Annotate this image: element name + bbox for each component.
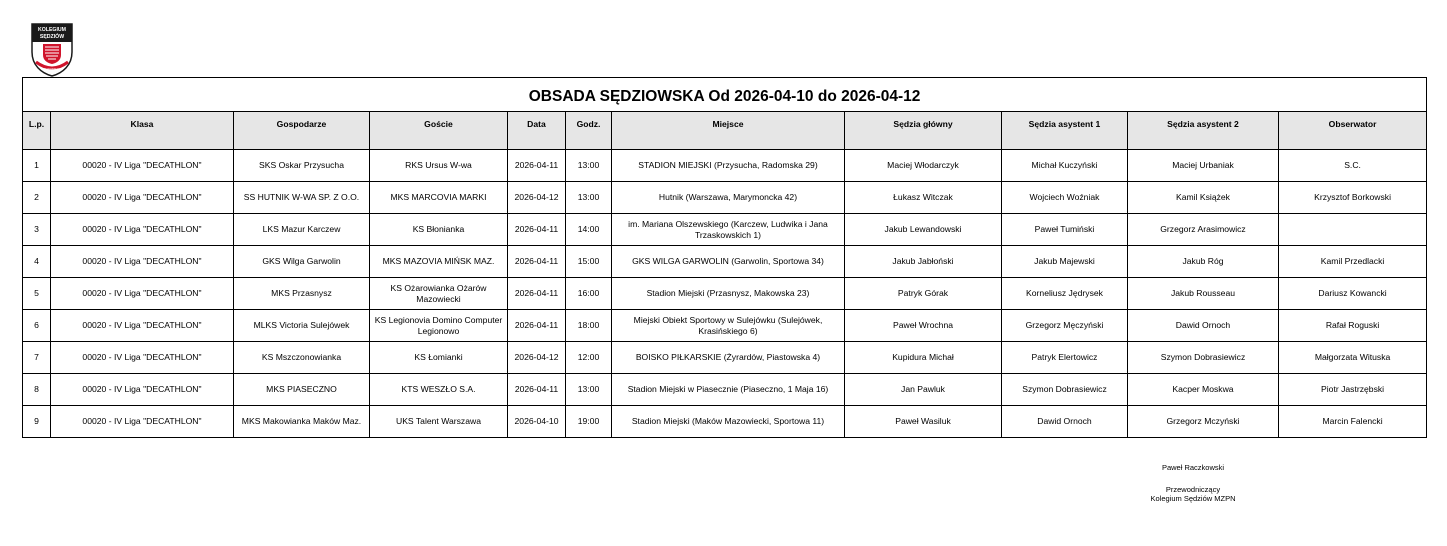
- table-row: [23, 214, 1427, 246]
- cell-obserwator: Kamil Przedlacki: [1279, 246, 1427, 278]
- cell-gospodarze: KS Mszczonowianka: [234, 342, 370, 374]
- col-header-sedzia-asystent-2: Sędzia asystent 2: [1128, 112, 1279, 150]
- table-row: [23, 406, 1427, 438]
- cell-miejsce: Hutnik (Warszawa, Marymoncka 42): [612, 182, 845, 214]
- col-header-sedzia-glowny: Sędzia główny: [845, 112, 1002, 150]
- cell-sedzia-asystent-2: Jakub Róg: [1128, 246, 1279, 278]
- cell-sedzia-asystent-2: Jakub Rousseau: [1128, 278, 1279, 310]
- cell-sedzia-glowny: Jakub Lewandowski: [845, 214, 1002, 246]
- cell-sedzia-asystent-1: Michał Kuczyński: [1002, 150, 1128, 182]
- table-row: [23, 310, 1427, 342]
- cell-godz: 14:00: [566, 214, 612, 246]
- cell-sedzia-asystent-2: Grzegorz Mczyński: [1128, 406, 1279, 438]
- document-title: OBSADA SĘDZIOWSKA Od 2026-04-10 do 2026-04-12: [23, 78, 1427, 112]
- cell-sedzia-asystent-1: Jakub Majewski: [1002, 246, 1128, 278]
- cell-obserwator: Rafał Roguski: [1279, 310, 1427, 342]
- cell-gospodarze: SS HUTNIK W-WA SP. Z O.O.: [234, 182, 370, 214]
- cell-miejsce: STADION MIEJSKI (Przysucha, Radomska 29): [612, 150, 845, 182]
- cell-klasa: 00020 - IV Liga "DECATHLON": [51, 342, 234, 374]
- table-row: [23, 182, 1427, 214]
- cell-klasa: 00020 - IV Liga "DECATHLON": [51, 310, 234, 342]
- col-header-goscie: Goście: [370, 112, 508, 150]
- cell-klasa: 00020 - IV Liga "DECATHLON": [51, 406, 234, 438]
- cell-goscie: KS Legionovia Domino Computer Legionowo: [370, 310, 508, 342]
- cell-lp: 3: [23, 214, 51, 246]
- cell-godz: 19:00: [566, 406, 612, 438]
- cell-sedzia-asystent-1: Szymon Dobrasiewicz: [1002, 374, 1128, 406]
- table-row: [23, 342, 1427, 374]
- col-header-godz: Godz.: [566, 112, 612, 150]
- cell-sedzia-glowny: Kupidura Michał: [845, 342, 1002, 374]
- cell-godz: 16:00: [566, 278, 612, 310]
- cell-klasa: 00020 - IV Liga "DECATHLON": [51, 182, 234, 214]
- cell-lp: 1: [23, 150, 51, 182]
- cell-sedzia-glowny: Paweł Wasiluk: [845, 406, 1002, 438]
- cell-goscie: MKS MAZOVIA MIŃSK MAZ.: [370, 246, 508, 278]
- col-header-klasa: Klasa: [51, 112, 234, 150]
- cell-goscie: UKS Talent Warszawa: [370, 406, 508, 438]
- kolegium-logo: [30, 22, 74, 78]
- cell-goscie: KTS WESZŁO S.A.: [370, 374, 508, 406]
- cell-goscie: RKS Ursus W-wa: [370, 150, 508, 182]
- cell-klasa: 00020 - IV Liga "DECATHLON": [51, 278, 234, 310]
- col-header-lp: L.p.: [23, 112, 51, 150]
- cell-sedzia-asystent-1: Wojciech Woźniak: [1002, 182, 1128, 214]
- cell-gospodarze: LKS Mazur Karczew: [234, 214, 370, 246]
- cell-godz: 18:00: [566, 310, 612, 342]
- cell-gospodarze: MKS PIASECZNO: [234, 374, 370, 406]
- cell-lp: 2: [23, 182, 51, 214]
- cell-godz: 15:00: [566, 246, 612, 278]
- cell-sedzia-glowny: Jan Pawluk: [845, 374, 1002, 406]
- cell-miejsce: im. Mariana Olszewskiego (Karczew, Ludwika i Jana Trzaskowskich 1): [612, 214, 845, 246]
- cell-klasa: 00020 - IV Liga "DECATHLON": [51, 374, 234, 406]
- cell-sedzia-asystent-2: Kamil Książek: [1128, 182, 1279, 214]
- cell-godz: 13:00: [566, 150, 612, 182]
- cell-data: 2026-04-11: [508, 374, 566, 406]
- col-header-sedzia-asystent-1: Sędzia asystent 1: [1002, 112, 1128, 150]
- cell-gospodarze: SKS Oskar Przysucha: [234, 150, 370, 182]
- cell-gospodarze: GKS Wilga Garwolin: [234, 246, 370, 278]
- cell-obserwator: Dariusz Kowancki: [1279, 278, 1427, 310]
- cell-obserwator: S.C.: [1279, 150, 1427, 182]
- cell-klasa: 00020 - IV Liga "DECATHLON": [51, 214, 234, 246]
- cell-obserwator: Marcin Falencki: [1279, 406, 1427, 438]
- table-row: [23, 278, 1427, 310]
- cell-sedzia-asystent-1: Grzegorz Męczyński: [1002, 310, 1128, 342]
- cell-miejsce: GKS WILGA GARWOLIN (Garwolin, Sportowa 34): [612, 246, 845, 278]
- cell-sedzia-asystent-1: Korneliusz Jędrysek: [1002, 278, 1128, 310]
- cell-lp: 9: [23, 406, 51, 438]
- cell-obserwator: [1279, 214, 1427, 246]
- cell-obserwator: Krzysztof Borkowski: [1279, 182, 1427, 214]
- cell-obserwator: Małgorzata Wituska: [1279, 342, 1427, 374]
- cell-lp: 7: [23, 342, 51, 374]
- table-row: [23, 374, 1427, 406]
- cell-miejsce: BOISKO PIŁKARSKIE (Żyrardów, Piastowska 4): [612, 342, 845, 374]
- logo-ribbon-text: MAZOWIECKI: [42, 67, 62, 71]
- signature-block: [1118, 463, 1268, 503]
- cell-sedzia-glowny: Łukasz Witczak: [845, 182, 1002, 214]
- cell-lp: 8: [23, 374, 51, 406]
- signature-organization: Kolegium Sędziów MZPN: [1150, 494, 1236, 503]
- cell-sedzia-glowny: Paweł Wrochna: [845, 310, 1002, 342]
- cell-lp: 4: [23, 246, 51, 278]
- cell-sedzia-asystent-2: Grzegorz Arasimowicz: [1128, 214, 1279, 246]
- cell-data: 2026-04-12: [508, 342, 566, 374]
- cell-obserwator: Piotr Jastrzębski: [1279, 374, 1427, 406]
- cell-goscie: MKS MARCOVIA MARKI: [370, 182, 508, 214]
- cell-data: 2026-04-12: [508, 182, 566, 214]
- col-header-obserwator: Obserwator: [1279, 112, 1427, 150]
- cell-goscie: KS Ożarowianka Ożarów Mazowiecki: [370, 278, 508, 310]
- cell-sedzia-asystent-2: Szymon Dobrasiewicz: [1128, 342, 1279, 374]
- cell-sedzia-asystent-2: Maciej Urbaniak: [1128, 150, 1279, 182]
- cell-data: 2026-04-11: [508, 214, 566, 246]
- cell-miejsce: Stadion Miejski w Piasecznie (Piaseczno, 1 Maja 16): [612, 374, 845, 406]
- cell-gospodarze: MLKS Victoria Sulejówek: [234, 310, 370, 342]
- table-row: [23, 150, 1427, 182]
- logo-text-line1: KOLEGIUM: [38, 27, 66, 33]
- cell-data: 2026-04-10: [508, 406, 566, 438]
- cell-sedzia-asystent-1: Dawid Ornoch: [1002, 406, 1128, 438]
- kolegium-logo-shield: [30, 22, 74, 78]
- table-header-row: [23, 112, 1427, 150]
- cell-sedzia-glowny: Jakub Jabłoński: [845, 246, 1002, 278]
- cell-data: 2026-04-11: [508, 310, 566, 342]
- cell-miejsce: Stadion Miejski (Maków Mazowiecki, Sportowa 11): [612, 406, 845, 438]
- col-header-miejsce: Miejsce: [612, 112, 845, 150]
- cell-klasa: 00020 - IV Liga "DECATHLON": [51, 246, 234, 278]
- cell-godz: 13:00: [566, 182, 612, 214]
- cell-data: 2026-04-11: [508, 150, 566, 182]
- cell-lp: 6: [23, 310, 51, 342]
- cell-data: 2026-04-11: [508, 246, 566, 278]
- cell-miejsce: Miejski Obiekt Sportowy w Sulejówku (Sulejówek, Krasińskiego 6): [612, 310, 845, 342]
- logo-text-line2: SĘDZIÓW: [39, 34, 65, 40]
- cell-sedzia-glowny: Maciej Włodarczyk: [845, 150, 1002, 182]
- signature-name: Paweł Raczkowski: [1161, 463, 1225, 472]
- col-header-gospodarze: Gospodarze: [234, 112, 370, 150]
- cell-miejsce: Stadion Miejski (Przasnysz, Makowska 23): [612, 278, 845, 310]
- cell-sedzia-asystent-2: Kacper Moskwa: [1128, 374, 1279, 406]
- cell-godz: 13:00: [566, 374, 612, 406]
- cell-godz: 12:00: [566, 342, 612, 374]
- cell-klasa: 00020 - IV Liga "DECATHLON": [51, 150, 234, 182]
- cell-gospodarze: MKS Makowianka Maków Maz.: [234, 406, 370, 438]
- table-row: [23, 246, 1427, 278]
- referee-assignments-table: [22, 77, 1427, 438]
- cell-sedzia-asystent-2: Dawid Ornoch: [1128, 310, 1279, 342]
- cell-sedzia-asystent-1: Patryk Elertowicz: [1002, 342, 1128, 374]
- cell-sedzia-glowny: Patryk Górak: [845, 278, 1002, 310]
- col-header-data: Data: [508, 112, 566, 150]
- cell-goscie: KS Łomianki: [370, 342, 508, 374]
- cell-gospodarze: MKS Przasnysz: [234, 278, 370, 310]
- cell-goscie: KS Błonianka: [370, 214, 508, 246]
- cell-sedzia-asystent-1: Paweł Tumiński: [1002, 214, 1128, 246]
- cell-lp: 5: [23, 278, 51, 310]
- cell-data: 2026-04-11: [508, 278, 566, 310]
- signature-role: Przewodniczący: [1165, 485, 1221, 494]
